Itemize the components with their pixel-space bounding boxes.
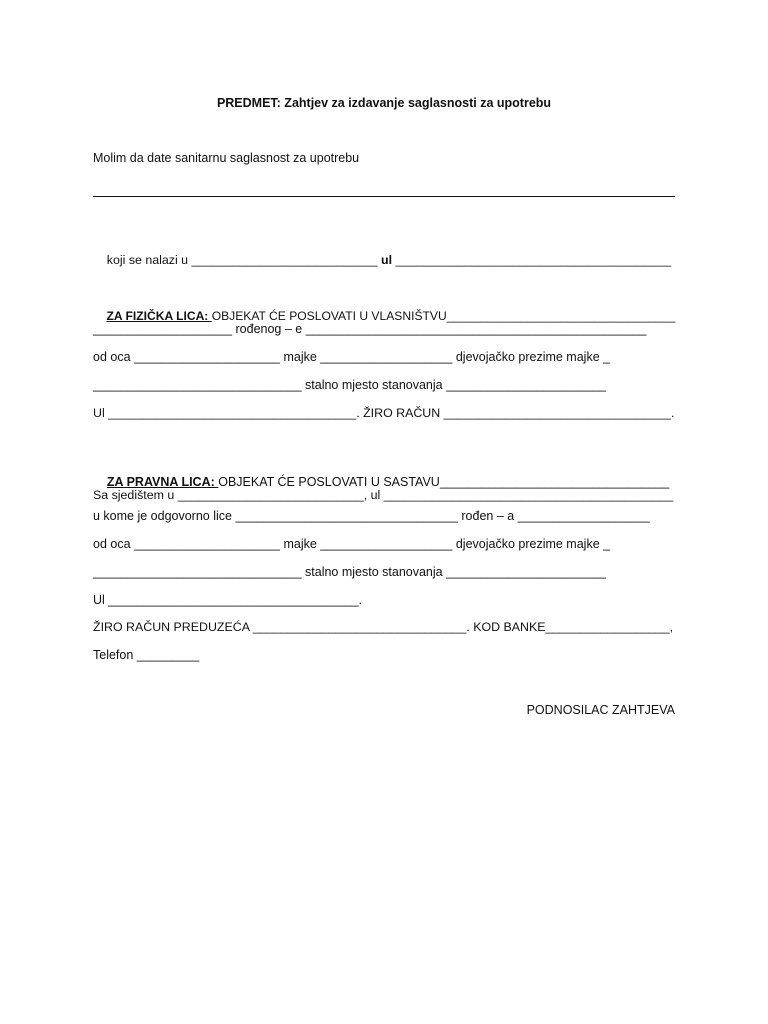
fizicka-line-5: Ul ____________________________________. ŽIRO RAČUN _________________________________. [93, 406, 675, 420]
fizicka-line-2: ____________________ rođenog – e _________________________________________________ [93, 322, 647, 336]
pravna-line-3: u kome je odgovorno lice ________________________________ rođen – a ___________________ [93, 509, 650, 523]
intro-text: Molim da date sanitarnu saglasnost za upotrebu [93, 151, 360, 165]
fizicka-line-3: od oca _____________________ majke ___________________ djevojačko prezime majke _ [93, 350, 611, 364]
ul-label: ul [381, 253, 393, 267]
location-text: koji se nalazi u ___________________________ [106, 253, 381, 267]
fizicka-line-4: ______________________________ stalno mjesto stanovanja _______________________ [93, 378, 606, 392]
intro-blank-rule [93, 196, 675, 197]
pravna-line-2: Sa sjedištem u ___________________________, ul __________________________________________ [93, 488, 674, 502]
pravna-line-7: ŽIRO RAČUN PREDUZEĆA _______________________________. KOD BANKE__________________, [93, 620, 674, 634]
fizicka-ownership-text: OBJEKAT ĆE POSLOVATI U VLASNIŠTVU__________________________________ [211, 309, 676, 323]
pravna-heading: ZA PRAVNA LICA: [106, 475, 219, 489]
pravna-line-6: Ul ____________________________________. [93, 593, 363, 607]
pravna-line-4: od oca _____________________ majke ___________________ djevojačko prezime majke _ [93, 537, 611, 551]
pravna-structure-text: OBJEKAT ĆE POSLOVATI U SASTAVU_________________________________ [218, 475, 670, 489]
location-line [93, 238, 671, 283]
pravna-line-8: Telefon _________ [93, 648, 200, 662]
signature-label: PODNOSILAC ZAHTJEVA [526, 703, 675, 717]
document-title: PREDMET: Zahtjev za izdavanje saglasnosti za upotrebu [216, 96, 552, 110]
fizicka-heading: ZA FIZIČKA LICA: [106, 309, 212, 323]
street-blank: ________________________________________ [392, 253, 672, 267]
pravna-line-5: ______________________________ stalno mjesto stanovanja _______________________ [93, 565, 606, 579]
